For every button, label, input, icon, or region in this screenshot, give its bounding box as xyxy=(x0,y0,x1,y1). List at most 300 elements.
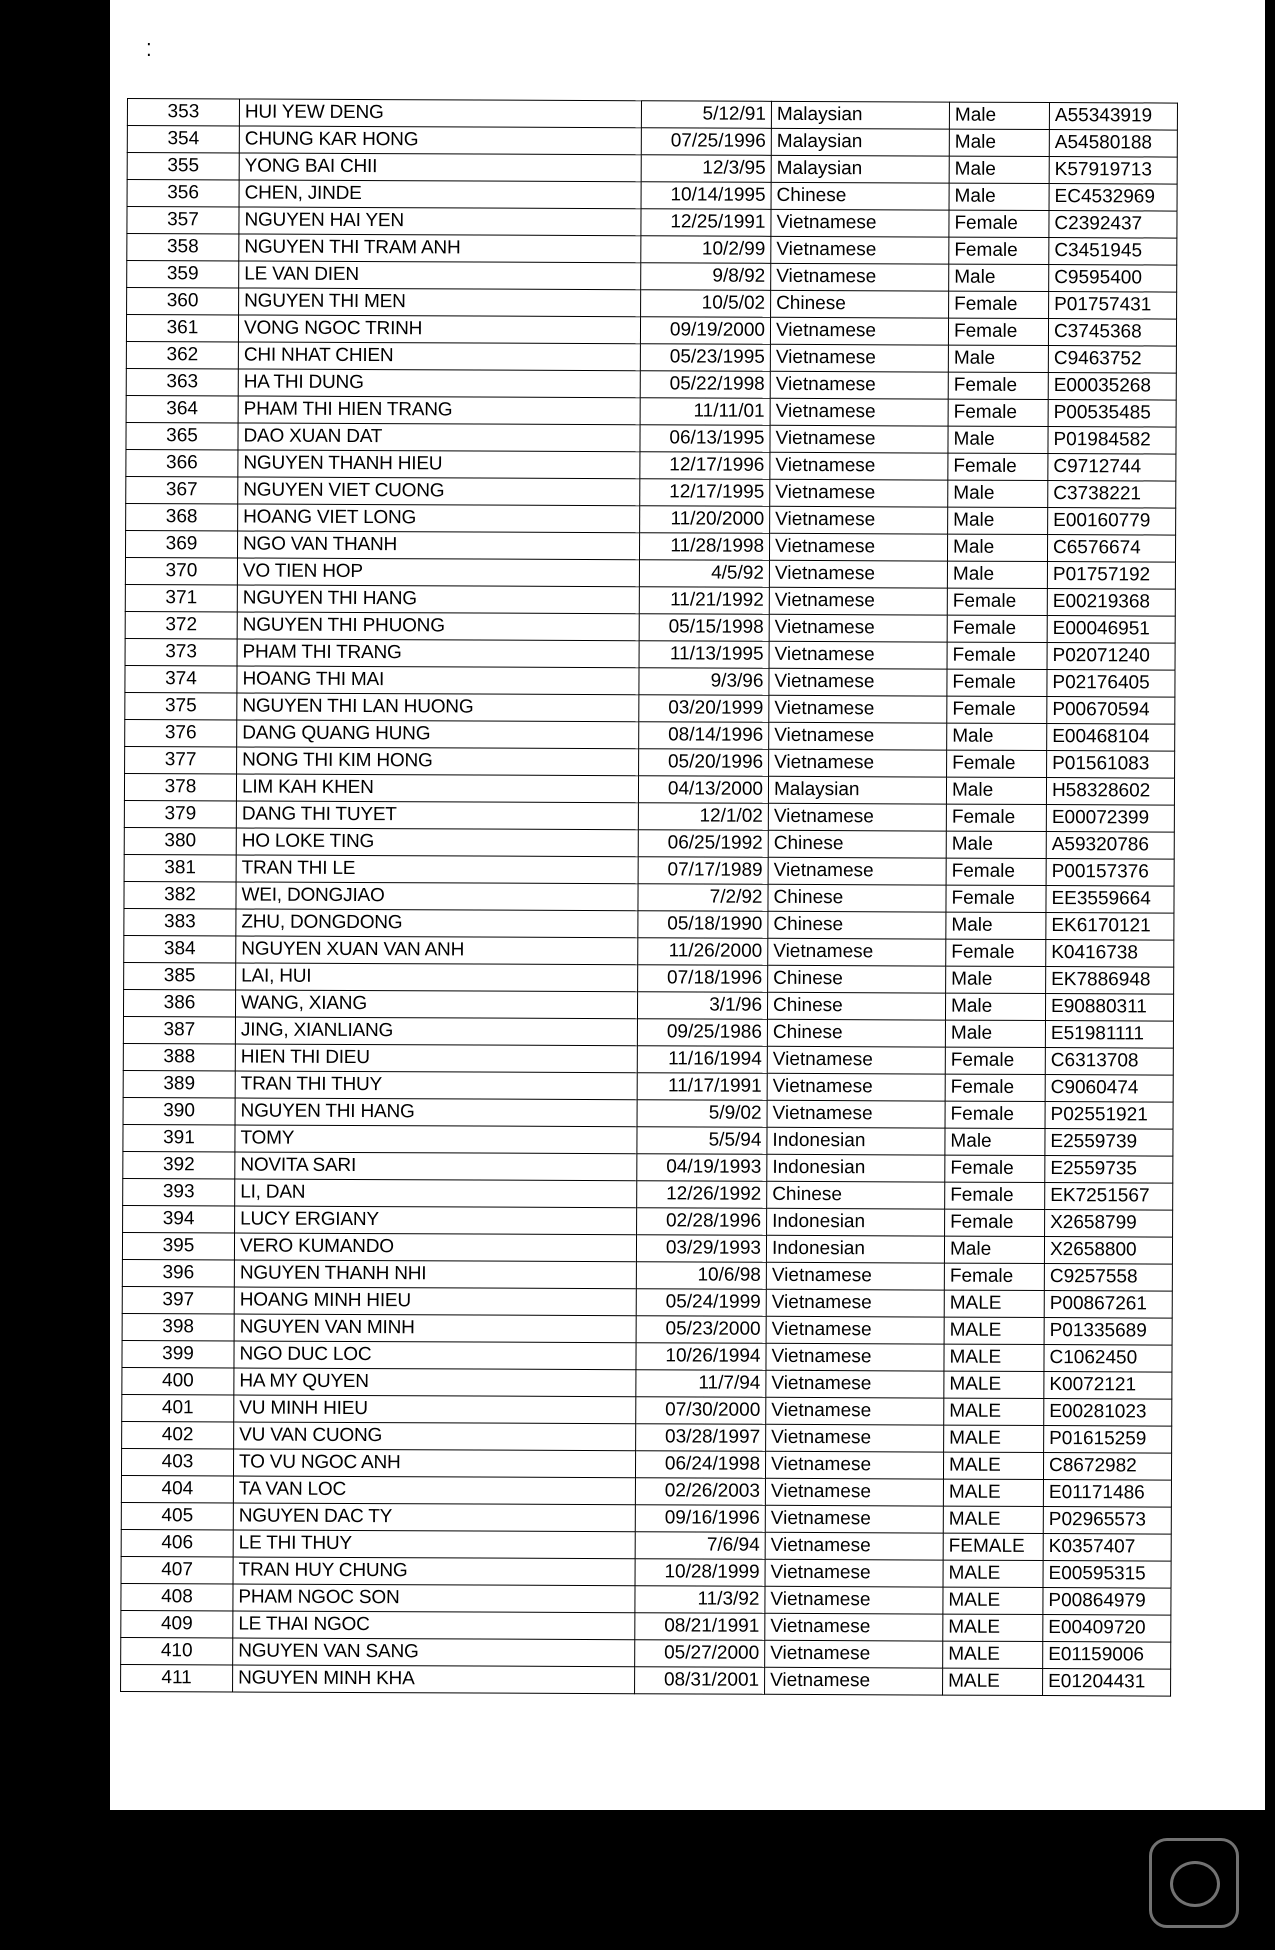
table-row xyxy=(123,1178,1173,1210)
row-number-cell: 383 xyxy=(124,908,236,935)
passport-number-cell: P00670594 xyxy=(1047,697,1175,725)
row-number-cell: 393 xyxy=(123,1178,235,1205)
person-name-cell: NGUYEN HAI YEN xyxy=(239,207,641,236)
passport-number-cell: C8672982 xyxy=(1043,1453,1171,1481)
nationality-cell: Vietnamese xyxy=(765,1505,943,1533)
date-of-birth-cell: 11/20/2000 xyxy=(640,506,770,534)
date-of-birth-cell: 10/2/99 xyxy=(641,236,771,264)
sex-cell: Male xyxy=(946,966,1046,993)
passport-number-cell: EC4532969 xyxy=(1049,184,1177,212)
nationality-cell: Malaysian xyxy=(768,776,946,804)
row-number-cell: 397 xyxy=(122,1286,234,1313)
table-row xyxy=(122,1313,1172,1345)
nationality-cell: Chinese xyxy=(767,1181,945,1209)
row-number-cell: 401 xyxy=(122,1394,234,1421)
sex-cell: Male xyxy=(946,912,1046,939)
passport-number-cell: X2658800 xyxy=(1044,1237,1172,1265)
row-number-cell: 357 xyxy=(127,207,239,234)
nationality-cell: Vietnamese xyxy=(771,236,949,264)
nationality-cell: Vietnamese xyxy=(765,1559,943,1587)
nationality-cell: Vietnamese xyxy=(766,1343,944,1371)
date-of-birth-cell: 9/8/92 xyxy=(641,263,771,291)
date-of-birth-cell: 12/17/1996 xyxy=(640,452,770,480)
passport-number-cell: P00157376 xyxy=(1046,859,1174,887)
person-name-cell: PHAM THI HIEN TRANG xyxy=(238,396,640,425)
scan-left-border xyxy=(0,0,110,1950)
sex-cell: MALE xyxy=(943,1614,1043,1641)
passport-number-cell: X2658799 xyxy=(1045,1210,1173,1238)
table-row xyxy=(125,719,1175,751)
person-name-cell: WANG, XIANG xyxy=(235,990,637,1019)
passport-number-cell: P02551921 xyxy=(1045,1102,1173,1130)
nationality-cell: Vietnamese xyxy=(769,560,947,588)
date-of-birth-cell: 12/17/1995 xyxy=(640,479,770,507)
passport-number-cell: E00468104 xyxy=(1047,724,1175,752)
date-of-birth-cell: 12/1/02 xyxy=(638,803,768,831)
table-row xyxy=(126,503,1176,535)
table-row xyxy=(125,611,1175,643)
table-row xyxy=(121,1664,1171,1696)
passport-number-cell: A59320786 xyxy=(1046,832,1174,860)
date-of-birth-cell: 11/13/1995 xyxy=(639,641,769,669)
passport-number-cell: E2559735 xyxy=(1045,1156,1173,1184)
date-of-birth-cell: 09/16/1996 xyxy=(635,1505,765,1533)
nationality-cell: Chinese xyxy=(767,992,945,1020)
row-number-cell: 368 xyxy=(126,503,238,530)
table-row xyxy=(124,773,1174,805)
date-of-birth-cell: 07/25/1996 xyxy=(641,128,771,156)
person-name-cell: HOANG THI MAI xyxy=(237,666,639,695)
row-number-cell: 404 xyxy=(121,1475,233,1502)
person-name-cell: NGUYEN THANH NHI xyxy=(234,1260,636,1289)
passport-number-cell: E00035268 xyxy=(1048,373,1176,401)
row-number-cell: 389 xyxy=(123,1070,235,1097)
sex-cell: Male xyxy=(946,777,1046,804)
date-of-birth-cell: 06/24/1998 xyxy=(635,1451,765,1479)
table-row xyxy=(121,1610,1171,1642)
passport-number-cell: C9257558 xyxy=(1044,1264,1172,1292)
date-of-birth-cell: 05/23/1995 xyxy=(640,344,770,372)
row-number-cell: 358 xyxy=(127,234,239,261)
date-of-birth-cell: 02/26/2003 xyxy=(635,1478,765,1506)
row-number-cell: 360 xyxy=(127,288,239,315)
row-number-cell: 407 xyxy=(121,1556,233,1583)
passport-number-cell: E00160779 xyxy=(1048,508,1176,536)
sex-cell: Female xyxy=(946,885,1046,912)
sex-cell: Female xyxy=(948,372,1048,399)
passport-number-cell: C1062450 xyxy=(1044,1345,1172,1373)
nationality-cell: Malaysian xyxy=(771,128,949,156)
table-row xyxy=(125,692,1175,724)
date-of-birth-cell: 11/26/2000 xyxy=(638,938,768,966)
date-of-birth-cell: 10/14/1995 xyxy=(641,182,771,210)
person-name-cell: NGUYEN THANH HIEU xyxy=(238,450,640,479)
row-number-cell: 381 xyxy=(124,854,236,881)
table-row xyxy=(126,315,1176,347)
nationality-cell: Vietnamese xyxy=(767,1046,945,1074)
row-number-cell: 408 xyxy=(121,1583,233,1610)
date-of-birth-cell: 9/3/96 xyxy=(639,668,769,696)
table-row xyxy=(123,1070,1173,1102)
passport-number-cell: EE3559664 xyxy=(1046,886,1174,914)
passport-number-cell: P02176405 xyxy=(1047,670,1175,698)
sex-cell: Male xyxy=(949,102,1049,129)
person-name-cell: TOMY xyxy=(235,1125,637,1154)
document-page xyxy=(110,0,1265,1810)
sex-cell: Male xyxy=(944,1236,1044,1263)
table-row xyxy=(121,1475,1171,1507)
nationality-cell: Indonesian xyxy=(767,1208,945,1236)
table-row xyxy=(123,1043,1173,1075)
sex-cell: Female xyxy=(948,453,1048,480)
person-name-cell: DAO XUAN DAT xyxy=(238,423,640,452)
table-row xyxy=(125,530,1175,562)
table-row xyxy=(127,207,1177,239)
passport-number-cell: E51981111 xyxy=(1045,1021,1173,1049)
sex-cell: Male xyxy=(949,183,1049,210)
sex-cell: Female xyxy=(945,1182,1045,1209)
passport-number-cell: C9060474 xyxy=(1045,1075,1173,1103)
person-name-cell: LE THI THUY xyxy=(233,1530,635,1559)
date-of-birth-cell: 05/27/2000 xyxy=(635,1640,765,1668)
row-number-cell: 359 xyxy=(127,261,239,288)
site-watermark xyxy=(875,1828,1255,1938)
date-of-birth-cell: 05/20/1996 xyxy=(639,749,769,777)
passport-number-cell: EK6170121 xyxy=(1046,913,1174,941)
passport-number-cell: E2559739 xyxy=(1045,1129,1173,1157)
table-row xyxy=(121,1502,1171,1534)
sex-cell: Female xyxy=(947,696,1047,723)
passport-number-cell: E00281023 xyxy=(1044,1399,1172,1427)
date-of-birth-cell: 05/15/1998 xyxy=(639,614,769,642)
passport-number-cell: P00535485 xyxy=(1048,400,1176,428)
sex-cell: MALE xyxy=(944,1425,1044,1452)
person-name-cell: LE THAI NGOC xyxy=(233,1611,635,1640)
person-name-cell: HUI YEW DENG xyxy=(239,99,641,128)
date-of-birth-cell: 7/2/92 xyxy=(638,884,768,912)
row-number-cell: 372 xyxy=(125,611,237,638)
date-of-birth-cell: 11/11/01 xyxy=(640,398,770,426)
sex-cell: Male xyxy=(949,156,1049,183)
person-name-cell: NGUYEN MINH KHA xyxy=(233,1665,635,1694)
passport-number-cell: C9463752 xyxy=(1048,346,1176,374)
nationality-cell: Vietnamese xyxy=(765,1478,943,1506)
nationality-cell: Vietnamese xyxy=(770,452,948,480)
table-row xyxy=(125,584,1175,616)
row-number-cell: 406 xyxy=(121,1529,233,1556)
date-of-birth-cell: 5/12/91 xyxy=(641,101,771,129)
person-name-cell: ZHU, DONGDONG xyxy=(236,909,638,938)
nationality-cell: Malaysian xyxy=(771,155,949,183)
passport-number-cell: E00219368 xyxy=(1047,589,1175,617)
person-name-cell: HOANG VIET LONG xyxy=(238,504,640,533)
date-of-birth-cell: 10/5/02 xyxy=(641,290,771,318)
sex-cell: FEMALE xyxy=(943,1533,1043,1560)
table-row xyxy=(122,1232,1172,1264)
nationality-cell: Vietnamese xyxy=(769,614,947,642)
passenger-table xyxy=(120,98,1178,1697)
person-name-cell: NGUYEN THI LAN HUONG xyxy=(237,693,639,722)
row-number-cell: 382 xyxy=(124,881,236,908)
passport-number-cell: C2392437 xyxy=(1049,211,1177,239)
sex-cell: Female xyxy=(945,1209,1045,1236)
nationality-cell: Vietnamese xyxy=(770,371,948,399)
person-name-cell: TRAN THI THUY xyxy=(235,1071,637,1100)
person-name-cell: NGUYEN THI HANG xyxy=(237,585,639,614)
person-name-cell: NGUYEN THI TRAM ANH xyxy=(239,234,641,263)
sex-cell: Female xyxy=(944,1263,1044,1290)
row-number-cell: 354 xyxy=(127,126,239,153)
table-row xyxy=(122,1421,1172,1453)
table-row xyxy=(126,422,1176,454)
passport-number-cell: A55343919 xyxy=(1049,103,1177,131)
date-of-birth-cell: 12/26/1992 xyxy=(637,1181,767,1209)
nationality-cell: Vietnamese xyxy=(767,1100,945,1128)
sex-cell: Female xyxy=(947,669,1047,696)
row-number-cell: 377 xyxy=(125,746,237,773)
nationality-cell: Vietnamese xyxy=(765,1667,943,1695)
passport-number-cell: P01757431 xyxy=(1049,292,1177,320)
sex-cell: Male xyxy=(945,1020,1045,1047)
nationality-cell: Vietnamese xyxy=(770,398,948,426)
table-row xyxy=(127,261,1177,293)
table-row xyxy=(121,1529,1171,1561)
row-number-cell: 380 xyxy=(124,827,236,854)
date-of-birth-cell: 10/28/1999 xyxy=(635,1559,765,1587)
person-name-cell: HIEN THI DIEU xyxy=(235,1044,637,1073)
nationality-cell: Vietnamese xyxy=(769,533,947,561)
nationality-cell: Vietnamese xyxy=(769,695,947,723)
nationality-cell: Chinese xyxy=(768,830,946,858)
table-row xyxy=(127,180,1177,212)
person-name-cell: LI, DAN xyxy=(235,1179,637,1208)
date-of-birth-cell: 11/28/1998 xyxy=(639,533,769,561)
person-name-cell: VERO KUMANDO xyxy=(234,1233,636,1262)
date-of-birth-cell: 05/22/1998 xyxy=(640,371,770,399)
sex-cell: Male xyxy=(947,723,1047,750)
row-number-cell: 373 xyxy=(125,638,237,665)
row-number-cell: 402 xyxy=(122,1421,234,1448)
nationality-cell: Vietnamese xyxy=(770,317,948,345)
table-row xyxy=(123,1097,1173,1129)
person-name-cell: CHUNG KAR HONG xyxy=(239,126,641,155)
nationality-cell: Vietnamese xyxy=(769,722,947,750)
person-name-cell: NGO DUC LOC xyxy=(234,1341,636,1370)
person-name-cell: LE VAN DIEN xyxy=(239,261,641,290)
row-number-cell: 388 xyxy=(123,1043,235,1070)
table-row xyxy=(125,557,1175,589)
person-name-cell: HA MY QUYEN xyxy=(234,1368,636,1397)
table-container xyxy=(120,98,1178,1697)
table-row xyxy=(123,1124,1173,1156)
passport-number-cell: E01204431 xyxy=(1043,1669,1171,1697)
passport-number-cell: P01757192 xyxy=(1047,562,1175,590)
nationality-cell: Vietnamese xyxy=(769,641,947,669)
sex-cell: MALE xyxy=(944,1371,1044,1398)
table-row xyxy=(123,989,1173,1021)
person-name-cell: TRAN HUY CHUNG xyxy=(233,1557,635,1586)
row-number-cell: 364 xyxy=(126,395,238,422)
sex-cell: MALE xyxy=(943,1452,1043,1479)
passport-number-cell: EK7251567 xyxy=(1045,1183,1173,1211)
person-name-cell: CHEN, JINDE xyxy=(239,180,641,209)
row-number-cell: 361 xyxy=(126,315,238,342)
table-row xyxy=(124,935,1174,967)
table-row xyxy=(121,1556,1171,1588)
person-name-cell: NGUYEN DAC TY xyxy=(233,1503,635,1532)
row-number-cell: 411 xyxy=(121,1664,233,1691)
passport-number-cell: P02071240 xyxy=(1047,643,1175,671)
sex-cell: Female xyxy=(945,1155,1045,1182)
person-name-cell: LIM KAH KHEN xyxy=(236,774,638,803)
date-of-birth-cell: 04/13/2000 xyxy=(638,776,768,804)
table-row xyxy=(123,1151,1173,1183)
person-name-cell: VU VAN CUONG xyxy=(234,1422,636,1451)
row-number-cell: 387 xyxy=(123,1016,235,1043)
passport-number-cell: P01615259 xyxy=(1044,1426,1172,1454)
sex-cell: Female xyxy=(947,615,1047,642)
row-number-cell: 378 xyxy=(124,773,236,800)
date-of-birth-cell: 07/18/1996 xyxy=(638,965,768,993)
person-name-cell: DANG THI TUYET xyxy=(236,801,638,830)
table-row xyxy=(122,1367,1172,1399)
table-row xyxy=(122,1286,1172,1318)
table-row xyxy=(125,665,1175,697)
passport-number-cell: C3738221 xyxy=(1048,481,1176,509)
row-number-cell: 395 xyxy=(122,1232,234,1259)
passport-number-cell: P02965573 xyxy=(1043,1507,1171,1535)
passport-number-cell: E00046951 xyxy=(1047,616,1175,644)
nationality-cell: Vietnamese xyxy=(771,263,949,291)
sex-cell: Male xyxy=(945,1128,1045,1155)
nationality-cell: Vietnamese xyxy=(766,1262,944,1290)
table-row xyxy=(123,1205,1173,1237)
date-of-birth-cell: 5/9/02 xyxy=(637,1100,767,1128)
scan-speck: ⁚ xyxy=(146,40,152,60)
date-of-birth-cell: 11/7/94 xyxy=(636,1370,766,1398)
passport-number-cell: E01171486 xyxy=(1043,1480,1171,1508)
sex-cell: Male xyxy=(949,129,1049,156)
sex-cell: MALE xyxy=(943,1479,1043,1506)
nationality-cell: Vietnamese xyxy=(769,587,947,615)
table-row xyxy=(121,1583,1171,1615)
date-of-birth-cell: 02/28/1996 xyxy=(637,1208,767,1236)
person-name-cell: NOVITA SARI xyxy=(235,1152,637,1181)
person-name-cell: VO TIEN HOP xyxy=(237,558,639,587)
row-number-cell: 370 xyxy=(125,557,237,584)
nationality-cell: Vietnamese xyxy=(768,938,946,966)
date-of-birth-cell: 05/23/2000 xyxy=(636,1316,766,1344)
passport-number-cell: C9712744 xyxy=(1048,454,1176,482)
date-of-birth-cell: 05/24/1999 xyxy=(636,1289,766,1317)
person-name-cell: HO LOKE TING xyxy=(236,828,638,857)
passport-number-cell: P01335689 xyxy=(1044,1318,1172,1346)
table-row xyxy=(124,854,1174,886)
person-name-cell: TA VAN LOC xyxy=(233,1476,635,1505)
sex-cell: Female xyxy=(949,210,1049,237)
passport-number-cell: E00595315 xyxy=(1043,1561,1171,1589)
sex-cell: Female xyxy=(946,939,1046,966)
row-number-cell: 410 xyxy=(121,1637,233,1664)
row-number-cell: 379 xyxy=(124,800,236,827)
table-row xyxy=(127,234,1177,266)
nationality-cell: Vietnamese xyxy=(770,425,948,453)
row-number-cell: 375 xyxy=(125,692,237,719)
sex-cell: Female xyxy=(949,291,1049,318)
passport-number-cell: C3451945 xyxy=(1049,238,1177,266)
table-row xyxy=(122,1259,1172,1291)
nationality-cell: Vietnamese xyxy=(765,1586,943,1614)
nationality-cell: Vietnamese xyxy=(766,1397,944,1425)
row-number-cell: 385 xyxy=(124,962,236,989)
row-number-cell: 356 xyxy=(127,180,239,207)
person-name-cell: WEI, DONGJIAO xyxy=(236,882,638,911)
table-row xyxy=(124,962,1174,994)
person-name-cell: YONG BAI CHII xyxy=(239,153,641,182)
row-number-cell: 371 xyxy=(125,584,237,611)
sex-cell: Male xyxy=(947,561,1047,588)
table-row xyxy=(126,395,1176,427)
sex-cell: MALE xyxy=(943,1506,1043,1533)
row-number-cell: 355 xyxy=(127,153,239,180)
date-of-birth-cell: 07/30/2000 xyxy=(636,1397,766,1425)
passport-number-cell: EK7886948 xyxy=(1046,967,1174,995)
row-number-cell: 396 xyxy=(122,1259,234,1286)
person-name-cell: JING, XIANLIANG xyxy=(235,1017,637,1046)
table-row xyxy=(126,449,1176,481)
sex-cell: Female xyxy=(945,1074,1045,1101)
date-of-birth-cell: 09/25/1986 xyxy=(637,1019,767,1047)
nationality-cell: Vietnamese xyxy=(766,1370,944,1398)
table-row xyxy=(124,827,1174,859)
nationality-cell: Vietnamese xyxy=(769,749,947,777)
table-row xyxy=(123,1016,1173,1048)
row-number-cell: 353 xyxy=(127,99,239,126)
nationality-cell: Vietnamese xyxy=(766,1424,944,1452)
date-of-birth-cell: 7/6/94 xyxy=(635,1532,765,1560)
date-of-birth-cell: 03/20/1999 xyxy=(639,695,769,723)
row-number-cell: 363 xyxy=(126,368,238,395)
date-of-birth-cell: 3/1/96 xyxy=(637,992,767,1020)
person-name-cell: NGO VAN THANH xyxy=(237,531,639,560)
nationality-cell: Vietnamese xyxy=(766,1316,944,1344)
row-number-cell: 376 xyxy=(125,719,237,746)
date-of-birth-cell: 11/17/1991 xyxy=(637,1073,767,1101)
table-row xyxy=(122,1340,1172,1372)
person-name-cell: LAI, HUI xyxy=(236,963,638,992)
nationality-cell: Indonesian xyxy=(767,1127,945,1155)
row-number-cell: 366 xyxy=(126,449,238,476)
sex-cell: Female xyxy=(947,588,1047,615)
scan-right-border xyxy=(1265,0,1275,1950)
sex-cell: Female xyxy=(945,1101,1045,1128)
date-of-birth-cell: 11/16/1994 xyxy=(637,1046,767,1074)
passport-number-cell: E01159006 xyxy=(1043,1642,1171,1670)
row-number-cell: 374 xyxy=(125,665,237,692)
person-name-cell: NGUYEN THI PHUONG xyxy=(237,612,639,641)
row-number-cell: 405 xyxy=(121,1502,233,1529)
sex-cell: MALE xyxy=(943,1587,1043,1614)
person-name-cell: TO VU NGOC ANH xyxy=(233,1449,635,1478)
table-row xyxy=(127,288,1177,320)
row-number-cell: 384 xyxy=(124,935,236,962)
sex-cell: Female xyxy=(946,858,1046,885)
person-name-cell: DANG QUANG HUNG xyxy=(237,720,639,749)
nationality-cell: Vietnamese xyxy=(770,506,948,534)
passport-number-cell: E00072399 xyxy=(1046,805,1174,833)
nationality-cell: Chinese xyxy=(768,965,946,993)
table-row xyxy=(121,1637,1171,1669)
